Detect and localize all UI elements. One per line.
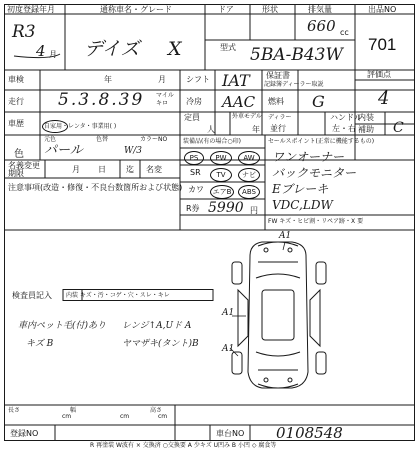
vin-value: 0108548 [276, 424, 343, 442]
equip-tv: TV [210, 168, 232, 182]
inspector-note-1: 車内ペット毛(付)あり [18, 321, 107, 331]
inspector-note-2: レンジ↑A,Uド A [122, 321, 192, 331]
displacement-unit: cc [340, 28, 349, 37]
ext-model-label: 外車モデル [232, 113, 262, 120]
fuel-value: G [312, 92, 325, 111]
model-value: 5BA-B43W [250, 45, 343, 65]
height-label: 高さ [150, 407, 163, 414]
damage-mark-top: A1 [279, 231, 292, 241]
car-name-value: デイズ [84, 38, 140, 60]
ext-model-unit: 年 [252, 125, 260, 134]
recycle-unit: 円 [250, 206, 258, 215]
capacity-label: 定員 [184, 113, 200, 122]
reg-no-label: 登録NO [10, 429, 39, 438]
equip-abs: ABS [238, 185, 260, 199]
car-name-label: 通称車名・グレード [100, 5, 172, 14]
shaken-year-unit: 年 [104, 75, 112, 84]
equip-leather: カワ [188, 185, 204, 194]
damage-mark-left: A1 [222, 308, 235, 318]
displacement-label: 排気量 [308, 5, 332, 14]
equip-navi: ナビ [238, 168, 260, 182]
body-type-label: 形状 [262, 5, 278, 14]
sales-point-4: VDC,LDW [272, 198, 333, 212]
mileage-unit-mile: マイル [156, 92, 174, 99]
mileage-label: 走行 [8, 97, 24, 106]
shaken-month-unit: 月 [158, 75, 166, 84]
grade-value: X [168, 38, 182, 60]
title-month-unit: 月 [72, 165, 80, 174]
damage-mark-left-rear: A1 [222, 344, 235, 354]
ac-label: 冷房 [186, 97, 202, 106]
score-value: 4 [378, 88, 390, 109]
lot-value: 701 [368, 35, 397, 54]
lot-label: 出品NO [368, 5, 397, 14]
model-label: 型式 [220, 43, 236, 52]
score-label: 評価点 [367, 70, 391, 79]
interior-score: C [393, 120, 404, 136]
usage-value: 自家用・レンタ・事業用( ) [44, 123, 117, 130]
displacement-value: 660 [307, 17, 336, 35]
equip-aw: AW [238, 151, 260, 165]
dealer-sub: 並行 [270, 124, 286, 133]
equip-pw: PW [210, 151, 232, 165]
notes-label: 注意事項(改造・修復・不良台数箇所および状態) [8, 183, 183, 192]
mileage-unit-km: キロ [156, 100, 169, 107]
doors-label: ドア [218, 5, 234, 14]
interior-sub: 補助 [358, 125, 374, 134]
recycle-value: 5990 [208, 200, 244, 216]
first-reg-month-unit: 月 [49, 50, 57, 59]
color-no-label: カラーNO [140, 136, 168, 143]
original-color-value: パール [44, 143, 83, 158]
inspector-interior-legend: 内装 キズ・汚・コゲ・穴・スレ・キレ [66, 292, 170, 299]
equip-ps: PS [184, 151, 204, 165]
shift-value: IAT [222, 71, 250, 90]
title-by-sub: 名変 [146, 165, 162, 174]
sales-point-2: バックモニター [272, 166, 357, 180]
footer-legend: R 再塗装 W波有 × 交換済 ○交換要 A 少キズ U凹み B 小凹 ◇ 腐食等 [90, 442, 277, 449]
vin-label: 車台NO [216, 429, 245, 438]
original-color-label: 元色 [44, 136, 57, 143]
width-label: 幅 [70, 407, 77, 414]
warranty-sub: 記録簿ディーラー取説 [264, 81, 324, 88]
sales-point-3: Eブレーキ [272, 182, 329, 196]
shift-label: シフト [186, 75, 210, 84]
fw-bar: FW キズ・ヒビ割・リペア跡・X 要 [268, 218, 364, 225]
width-unit: cm [120, 413, 130, 420]
equip-sr: SR [190, 168, 201, 177]
sales-points-label: セールスポイント(正常に機能するもの) [268, 138, 375, 145]
title-by-label: 迄 [126, 165, 134, 174]
mileage-value: 5.3.8.39 [58, 90, 145, 110]
dealer-label: ディラー [268, 114, 292, 121]
handle-sub: 左・右 [332, 124, 356, 133]
interior-label: 内装 [358, 113, 374, 122]
first-reg-month: 4 [36, 42, 46, 60]
recycle-label: R券 [186, 204, 200, 213]
inspector-note-3: キズ B [26, 339, 54, 349]
title-change-label: 名義変更 [8, 161, 40, 170]
shaken-label: 車検 [8, 75, 24, 84]
capacity-unit: 人 [207, 125, 215, 134]
equipment-label: 装備品(有の場合○印) [183, 138, 241, 145]
color-label: 色 [14, 149, 24, 160]
length-label: 長さ [8, 407, 21, 414]
height-unit: cm [158, 413, 168, 420]
ac-value: AAC [222, 93, 256, 111]
first-reg-label: 初度登録年月 [7, 5, 55, 14]
handle-label: ハンドル [330, 113, 362, 122]
color-no-value: W/3 [124, 146, 143, 156]
inspector-label: 検査員記入 [12, 291, 52, 300]
sales-point-1: ワンオーナー [272, 150, 345, 164]
title-change-sub: 期限 [8, 169, 24, 178]
first-reg-era: R3 [12, 22, 36, 42]
usage-label: 車歴 [8, 119, 24, 128]
inspector-note-4: ヤマザキ(タント)B [122, 339, 199, 349]
equip-airbag: エアB [210, 185, 234, 199]
length-unit: cm [62, 413, 72, 420]
title-day-unit: 日 [98, 165, 106, 174]
warranty-label: 保証書 [266, 71, 290, 80]
color-change-label: 色替 [96, 136, 109, 143]
fuel-label: 燃料 [268, 97, 284, 106]
